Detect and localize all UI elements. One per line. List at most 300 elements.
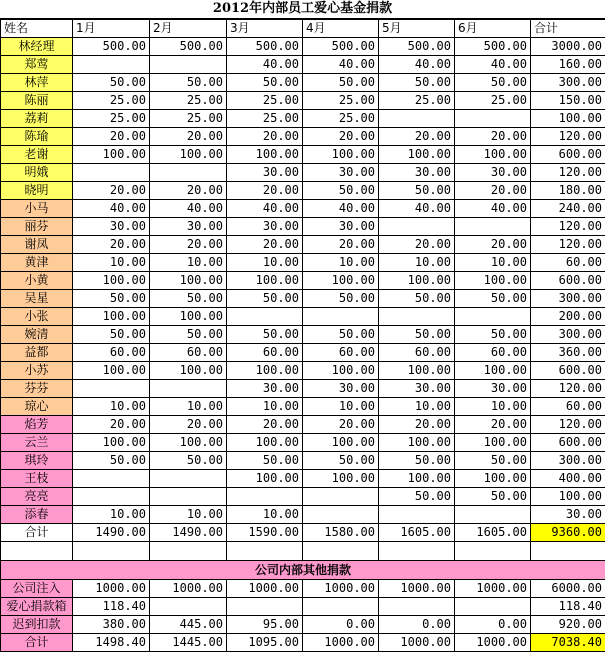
name-cell[interactable]: 小张 <box>1 308 73 326</box>
row-total-cell[interactable]: 150.00 <box>531 92 605 110</box>
amount-cell[interactable]: 40.00 <box>379 200 455 218</box>
name-cell[interactable]: 谢凤 <box>1 236 73 254</box>
amount-cell[interactable]: 40.00 <box>227 200 303 218</box>
amount-cell[interactable]: 20.00 <box>150 182 227 200</box>
table-row <box>1 218 605 236</box>
amount-cell[interactable]: 500.00 <box>303 38 379 56</box>
amount-cell[interactable]: 50.00 <box>227 290 303 308</box>
amount-cell[interactable] <box>303 488 379 506</box>
amount-cell[interactable]: 100.00 <box>379 470 455 488</box>
amount-cell[interactable]: 25.00 <box>227 92 303 110</box>
amount-cell[interactable] <box>303 308 379 326</box>
total-cell[interactable]: 1490.00 <box>150 524 227 542</box>
amount-cell[interactable]: 20.00 <box>150 416 227 434</box>
amount-cell[interactable]: 20.00 <box>150 128 227 146</box>
amount-cell[interactable]: 50.00 <box>303 74 379 92</box>
amount-cell[interactable]: 1000.00 <box>455 580 531 598</box>
amount-cell[interactable]: 25.00 <box>73 92 150 110</box>
row-total-cell[interactable]: 30.00 <box>531 506 605 524</box>
amount-cell[interactable]: 40.00 <box>227 56 303 74</box>
amount-cell[interactable] <box>455 308 531 326</box>
amount-cell[interactable]: 30.00 <box>455 380 531 398</box>
empty-cell[interactable] <box>73 542 150 561</box>
row-total-cell[interactable]: 240.00 <box>531 200 605 218</box>
amount-cell[interactable]: 25.00 <box>379 92 455 110</box>
table-row <box>1 344 605 362</box>
table-row <box>1 308 605 326</box>
amount-cell[interactable]: 50.00 <box>455 488 531 506</box>
amount-cell[interactable] <box>455 110 531 128</box>
table-row <box>1 146 605 164</box>
name-cell[interactable]: 明娥 <box>1 164 73 182</box>
total-cell[interactable]: 1605.00 <box>455 524 531 542</box>
row-total-cell[interactable]: 600.00 <box>531 362 605 380</box>
amount-cell[interactable]: 100.00 <box>455 434 531 452</box>
amount-cell[interactable]: 10.00 <box>227 254 303 272</box>
amount-cell[interactable]: 100.00 <box>455 146 531 164</box>
amount-cell[interactable]: 30.00 <box>227 380 303 398</box>
amount-cell[interactable]: 60.00 <box>150 344 227 362</box>
amount-cell[interactable]: 10.00 <box>303 254 379 272</box>
total-cell[interactable]: 1000.00 <box>303 634 379 652</box>
amount-cell[interactable]: 100.00 <box>150 308 227 326</box>
amount-cell[interactable]: 20.00 <box>73 416 150 434</box>
table-row <box>1 506 605 524</box>
amount-cell[interactable]: 20.00 <box>455 416 531 434</box>
row-total-cell[interactable]: 300.00 <box>531 326 605 344</box>
amount-cell[interactable] <box>379 598 455 616</box>
amount-cell[interactable]: 20.00 <box>150 236 227 254</box>
amount-cell[interactable]: 1000.00 <box>303 580 379 598</box>
total-cell[interactable]: 1095.00 <box>227 634 303 652</box>
amount-cell[interactable]: 100.00 <box>150 362 227 380</box>
amount-cell[interactable]: 1000.00 <box>73 580 150 598</box>
amount-cell[interactable] <box>150 598 227 616</box>
name-cell[interactable]: 爱心捐款箱 <box>1 598 73 616</box>
amount-cell[interactable]: 40.00 <box>455 200 531 218</box>
amount-cell[interactable]: 20.00 <box>455 182 531 200</box>
amount-cell[interactable]: 50.00 <box>455 452 531 470</box>
amount-cell[interactable] <box>227 598 303 616</box>
amount-cell[interactable]: 50.00 <box>379 452 455 470</box>
name-cell[interactable]: 郑莺 <box>1 56 73 74</box>
name-cell[interactable]: 林萍 <box>1 74 73 92</box>
amount-cell[interactable]: 100.00 <box>303 272 379 290</box>
row-total-cell[interactable]: 120.00 <box>531 236 605 254</box>
amount-cell[interactable]: 50.00 <box>379 74 455 92</box>
amount-cell[interactable]: 10.00 <box>73 254 150 272</box>
amount-cell[interactable]: 50.00 <box>150 326 227 344</box>
amount-cell[interactable]: 50.00 <box>73 74 150 92</box>
amount-cell[interactable]: 10.00 <box>227 398 303 416</box>
amount-cell[interactable]: 40.00 <box>455 56 531 74</box>
name-cell[interactable]: 陈瑜 <box>1 128 73 146</box>
column-header[interactable]: 3月 <box>227 20 303 38</box>
amount-cell[interactable]: 100.00 <box>150 146 227 164</box>
total-cell[interactable]: 1000.00 <box>379 634 455 652</box>
amount-cell[interactable]: 500.00 <box>455 38 531 56</box>
amount-cell[interactable]: 500.00 <box>379 38 455 56</box>
amount-cell[interactable] <box>379 218 455 236</box>
name-cell[interactable]: 老谢 <box>1 146 73 164</box>
amount-cell[interactable]: 20.00 <box>303 128 379 146</box>
total-label[interactable]: 合计 <box>1 634 73 652</box>
amount-cell[interactable]: 50.00 <box>150 452 227 470</box>
amount-cell[interactable]: 25.00 <box>455 92 531 110</box>
row-total-cell[interactable]: 200.00 <box>531 308 605 326</box>
amount-cell[interactable]: 25.00 <box>303 110 379 128</box>
name-cell[interactable]: 迟到扣款 <box>1 616 73 634</box>
grand-total-cell[interactable]: 9360.00 <box>531 524 605 542</box>
amount-cell[interactable]: 0.00 <box>303 616 379 634</box>
table-row <box>1 272 605 290</box>
row-total-cell[interactable]: 6000.00 <box>531 580 605 598</box>
amount-cell[interactable]: 50.00 <box>150 290 227 308</box>
amount-cell[interactable] <box>227 488 303 506</box>
amount-cell[interactable]: 118.40 <box>73 598 150 616</box>
amount-cell[interactable]: 100.00 <box>303 362 379 380</box>
amount-cell[interactable] <box>150 164 227 182</box>
table-row <box>1 616 605 634</box>
amount-cell[interactable]: 20.00 <box>303 416 379 434</box>
row-total-cell[interactable]: 600.00 <box>531 272 605 290</box>
amount-cell[interactable]: 50.00 <box>73 452 150 470</box>
amount-cell[interactable]: 50.00 <box>455 326 531 344</box>
amount-cell[interactable]: 50.00 <box>227 452 303 470</box>
amount-cell[interactable]: 100.00 <box>379 146 455 164</box>
row-total-cell[interactable]: 300.00 <box>531 452 605 470</box>
amount-cell[interactable]: 10.00 <box>150 506 227 524</box>
empty-cell[interactable] <box>227 542 303 561</box>
amount-cell[interactable]: 50.00 <box>227 74 303 92</box>
table-row <box>1 488 605 506</box>
table-row <box>1 38 605 56</box>
amount-cell[interactable]: 50.00 <box>455 74 531 92</box>
total-cell[interactable]: 1498.40 <box>73 634 150 652</box>
name-cell[interactable]: 丽芬 <box>1 218 73 236</box>
amount-cell[interactable]: 100.00 <box>73 434 150 452</box>
amount-cell[interactable]: 25.00 <box>150 110 227 128</box>
amount-cell[interactable]: 30.00 <box>227 218 303 236</box>
amount-cell[interactable]: 40.00 <box>303 200 379 218</box>
amount-cell[interactable]: 95.00 <box>227 616 303 634</box>
amount-cell[interactable]: 50.00 <box>227 326 303 344</box>
amount-cell[interactable] <box>379 110 455 128</box>
name-cell[interactable]: 小马 <box>1 200 73 218</box>
amount-cell[interactable]: 30.00 <box>303 164 379 182</box>
amount-cell[interactable]: 40.00 <box>150 200 227 218</box>
amount-cell[interactable]: 25.00 <box>303 92 379 110</box>
table-row <box>1 200 605 218</box>
empty-cell[interactable] <box>150 542 227 561</box>
total-cell[interactable]: 1590.00 <box>227 524 303 542</box>
amount-cell[interactable]: 0.00 <box>379 616 455 634</box>
name-cell[interactable]: 陈丽 <box>1 92 73 110</box>
amount-cell[interactable]: 100.00 <box>227 470 303 488</box>
total-row <box>1 524 605 542</box>
amount-cell[interactable]: 20.00 <box>227 416 303 434</box>
total-cell[interactable]: 1580.00 <box>303 524 379 542</box>
amount-cell[interactable]: 100.00 <box>379 362 455 380</box>
amount-cell[interactable] <box>73 380 150 398</box>
amount-cell[interactable]: 10.00 <box>73 506 150 524</box>
amount-cell[interactable]: 100.00 <box>227 434 303 452</box>
amount-cell[interactable]: 100.00 <box>455 362 531 380</box>
total-cell[interactable]: 1445.00 <box>150 634 227 652</box>
row-total-cell[interactable]: 360.00 <box>531 344 605 362</box>
name-cell[interactable]: 公司注入 <box>1 580 73 598</box>
amount-cell[interactable] <box>303 506 379 524</box>
section-title[interactable]: 公司内部其他捐款 <box>1 561 605 580</box>
donation-table <box>0 19 605 652</box>
amount-cell[interactable]: 10.00 <box>150 254 227 272</box>
amount-cell[interactable] <box>455 506 531 524</box>
row-total-cell[interactable]: 120.00 <box>531 128 605 146</box>
amount-cell[interactable]: 30.00 <box>150 218 227 236</box>
amount-cell[interactable] <box>379 506 455 524</box>
name-cell[interactable]: 婉清 <box>1 326 73 344</box>
row-total-cell[interactable]: 120.00 <box>531 164 605 182</box>
row-total-cell[interactable]: 400.00 <box>531 470 605 488</box>
table-row <box>1 598 605 616</box>
table-row <box>1 434 605 452</box>
amount-cell[interactable]: 100.00 <box>150 272 227 290</box>
column-header[interactable]: 1月 <box>73 20 150 38</box>
amount-cell[interactable] <box>150 488 227 506</box>
amount-cell[interactable]: 10.00 <box>455 398 531 416</box>
amount-cell[interactable]: 100.00 <box>227 146 303 164</box>
column-header[interactable]: 5月 <box>379 20 455 38</box>
amount-cell[interactable]: 20.00 <box>227 182 303 200</box>
row-total-cell[interactable]: 3000.00 <box>531 38 605 56</box>
amount-cell[interactable]: 20.00 <box>379 236 455 254</box>
amount-cell[interactable] <box>379 308 455 326</box>
amount-cell[interactable]: 100.00 <box>150 434 227 452</box>
amount-cell[interactable] <box>455 598 531 616</box>
amount-cell[interactable] <box>150 470 227 488</box>
sheet-title: 2012年内部员工爱心基金捐款 <box>0 0 605 19</box>
section-header-row <box>1 561 605 580</box>
amount-cell[interactable]: 60.00 <box>73 344 150 362</box>
amount-cell[interactable]: 25.00 <box>73 110 150 128</box>
table-row <box>1 164 605 182</box>
amount-cell[interactable]: 1000.00 <box>227 580 303 598</box>
name-cell[interactable]: 晓明 <box>1 182 73 200</box>
name-cell[interactable]: 芬芬 <box>1 380 73 398</box>
amount-cell[interactable]: 20.00 <box>303 236 379 254</box>
total-cell[interactable]: 1605.00 <box>379 524 455 542</box>
amount-cell[interactable]: 445.00 <box>150 616 227 634</box>
amount-cell[interactable]: 40.00 <box>303 56 379 74</box>
amount-cell[interactable]: 60.00 <box>379 344 455 362</box>
amount-cell[interactable]: 20.00 <box>455 236 531 254</box>
amount-cell[interactable]: 380.00 <box>73 616 150 634</box>
column-header[interactable]: 姓名 <box>1 20 73 38</box>
amount-cell[interactable]: 30.00 <box>303 380 379 398</box>
amount-cell[interactable]: 60.00 <box>227 344 303 362</box>
amount-cell[interactable]: 10.00 <box>379 398 455 416</box>
amount-cell[interactable] <box>227 308 303 326</box>
empty-cell[interactable] <box>455 542 531 561</box>
empty-cell[interactable] <box>1 542 73 561</box>
amount-cell[interactable]: 50.00 <box>379 326 455 344</box>
name-cell[interactable]: 小黄 <box>1 272 73 290</box>
amount-cell[interactable]: 500.00 <box>227 38 303 56</box>
amount-cell[interactable] <box>150 56 227 74</box>
amount-cell[interactable]: 50.00 <box>303 326 379 344</box>
amount-cell[interactable]: 60.00 <box>455 344 531 362</box>
row-total-cell[interactable]: 60.00 <box>531 398 605 416</box>
header-row <box>1 20 605 38</box>
name-cell[interactable]: 琼心 <box>1 398 73 416</box>
table-row <box>1 128 605 146</box>
empty-row <box>1 542 605 561</box>
amount-cell[interactable] <box>303 598 379 616</box>
amount-cell[interactable]: 50.00 <box>379 488 455 506</box>
table-row <box>1 580 605 598</box>
amount-cell[interactable]: 20.00 <box>73 128 150 146</box>
table-row <box>1 326 605 344</box>
amount-cell[interactable]: 100.00 <box>73 362 150 380</box>
amount-cell[interactable]: 10.00 <box>73 398 150 416</box>
amount-cell[interactable]: 30.00 <box>303 218 379 236</box>
name-cell[interactable]: 荔莉 <box>1 110 73 128</box>
amount-cell[interactable]: 100.00 <box>303 146 379 164</box>
empty-cell[interactable] <box>379 542 455 561</box>
total-label[interactable]: 合计 <box>1 524 73 542</box>
amount-cell[interactable]: 30.00 <box>73 218 150 236</box>
table-row <box>1 110 605 128</box>
amount-cell[interactable]: 25.00 <box>150 92 227 110</box>
grand-total-cell[interactable]: 7038.40 <box>531 634 605 652</box>
amount-cell[interactable]: 50.00 <box>379 182 455 200</box>
amount-cell[interactable]: 100.00 <box>73 308 150 326</box>
amount-cell[interactable]: 100.00 <box>227 362 303 380</box>
row-total-cell[interactable]: 120.00 <box>531 416 605 434</box>
amount-cell[interactable]: 100.00 <box>455 470 531 488</box>
column-header[interactable]: 4月 <box>303 20 379 38</box>
row-total-cell[interactable]: 300.00 <box>531 290 605 308</box>
amount-cell[interactable]: 500.00 <box>150 38 227 56</box>
amount-cell[interactable]: 50.00 <box>303 290 379 308</box>
amount-cell[interactable]: 100.00 <box>303 434 379 452</box>
row-total-cell[interactable]: 118.40 <box>531 598 605 616</box>
name-cell[interactable]: 王枝 <box>1 470 73 488</box>
row-total-cell[interactable]: 920.00 <box>531 616 605 634</box>
amount-cell[interactable] <box>455 218 531 236</box>
column-header[interactable]: 6月 <box>455 20 531 38</box>
table-row <box>1 452 605 470</box>
amount-cell[interactable]: 20.00 <box>73 236 150 254</box>
amount-cell[interactable]: 50.00 <box>73 326 150 344</box>
amount-cell[interactable]: 500.00 <box>73 38 150 56</box>
name-cell[interactable]: 亮亮 <box>1 488 73 506</box>
amount-cell[interactable]: 100.00 <box>379 272 455 290</box>
amount-cell[interactable]: 100.00 <box>455 272 531 290</box>
amount-cell[interactable]: 30.00 <box>227 164 303 182</box>
amount-cell[interactable]: 20.00 <box>379 128 455 146</box>
row-total-cell[interactable]: 160.00 <box>531 56 605 74</box>
name-cell[interactable]: 益都 <box>1 344 73 362</box>
amount-cell[interactable] <box>73 56 150 74</box>
name-cell[interactable]: 添春 <box>1 506 73 524</box>
row-total-cell[interactable]: 100.00 <box>531 488 605 506</box>
amount-cell[interactable]: 10.00 <box>150 398 227 416</box>
name-cell[interactable]: 黄津 <box>1 254 73 272</box>
total-cell[interactable]: 1490.00 <box>73 524 150 542</box>
table-row <box>1 380 605 398</box>
amount-cell[interactable]: 20.00 <box>73 182 150 200</box>
amount-cell[interactable]: 50.00 <box>455 290 531 308</box>
amount-cell[interactable]: 25.00 <box>227 110 303 128</box>
amount-cell[interactable]: 10.00 <box>303 398 379 416</box>
amount-cell[interactable]: 100.00 <box>379 434 455 452</box>
amount-cell[interactable]: 20.00 <box>455 128 531 146</box>
row-total-cell[interactable]: 60.00 <box>531 254 605 272</box>
amount-cell[interactable] <box>73 164 150 182</box>
name-cell[interactable]: 焰芳 <box>1 416 73 434</box>
amount-cell[interactable]: 1000.00 <box>150 580 227 598</box>
name-cell[interactable]: 林经理 <box>1 38 73 56</box>
amount-cell[interactable] <box>73 488 150 506</box>
amount-cell[interactable]: 100.00 <box>227 272 303 290</box>
row-total-cell[interactable]: 600.00 <box>531 434 605 452</box>
empty-cell[interactable] <box>531 542 605 561</box>
amount-cell[interactable]: 60.00 <box>303 344 379 362</box>
amount-cell[interactable]: 20.00 <box>379 416 455 434</box>
row-total-cell[interactable]: 120.00 <box>531 380 605 398</box>
amount-cell[interactable]: 100.00 <box>303 470 379 488</box>
amount-cell[interactable]: 1000.00 <box>379 580 455 598</box>
name-cell[interactable]: 吴星 <box>1 290 73 308</box>
column-header[interactable]: 合计 <box>531 20 605 38</box>
amount-cell[interactable]: 10.00 <box>455 254 531 272</box>
table-row <box>1 398 605 416</box>
row-total-cell[interactable]: 600.00 <box>531 146 605 164</box>
amount-cell[interactable]: 100.00 <box>73 146 150 164</box>
amount-cell[interactable]: 50.00 <box>379 290 455 308</box>
amount-cell[interactable]: 40.00 <box>379 56 455 74</box>
amount-cell[interactable] <box>73 470 150 488</box>
amount-cell[interactable]: 30.00 <box>379 380 455 398</box>
amount-cell[interactable]: 20.00 <box>227 128 303 146</box>
row-total-cell[interactable]: 100.00 <box>531 110 605 128</box>
empty-cell[interactable] <box>303 542 379 561</box>
name-cell[interactable]: 小苏 <box>1 362 73 380</box>
row-total-cell[interactable]: 300.00 <box>531 74 605 92</box>
column-header[interactable]: 2月 <box>150 20 227 38</box>
amount-cell[interactable]: 30.00 <box>455 164 531 182</box>
amount-cell[interactable]: 50.00 <box>303 452 379 470</box>
amount-cell[interactable]: 50.00 <box>303 182 379 200</box>
amount-cell[interactable]: 50.00 <box>150 74 227 92</box>
amount-cell[interactable]: 50.00 <box>73 290 150 308</box>
amount-cell[interactable]: 10.00 <box>379 254 455 272</box>
row-total-cell[interactable]: 180.00 <box>531 182 605 200</box>
row-total-cell[interactable]: 120.00 <box>531 218 605 236</box>
amount-cell[interactable]: 10.00 <box>227 506 303 524</box>
amount-cell[interactable]: 20.00 <box>227 236 303 254</box>
amount-cell[interactable]: 40.00 <box>73 200 150 218</box>
amount-cell[interactable]: 100.00 <box>73 272 150 290</box>
amount-cell[interactable] <box>150 380 227 398</box>
amount-cell[interactable]: 30.00 <box>379 164 455 182</box>
amount-cell[interactable]: 0.00 <box>455 616 531 634</box>
name-cell[interactable]: 云兰 <box>1 434 73 452</box>
name-cell[interactable]: 琪玲 <box>1 452 73 470</box>
total-cell[interactable]: 1000.00 <box>455 634 531 652</box>
table-row <box>1 290 605 308</box>
